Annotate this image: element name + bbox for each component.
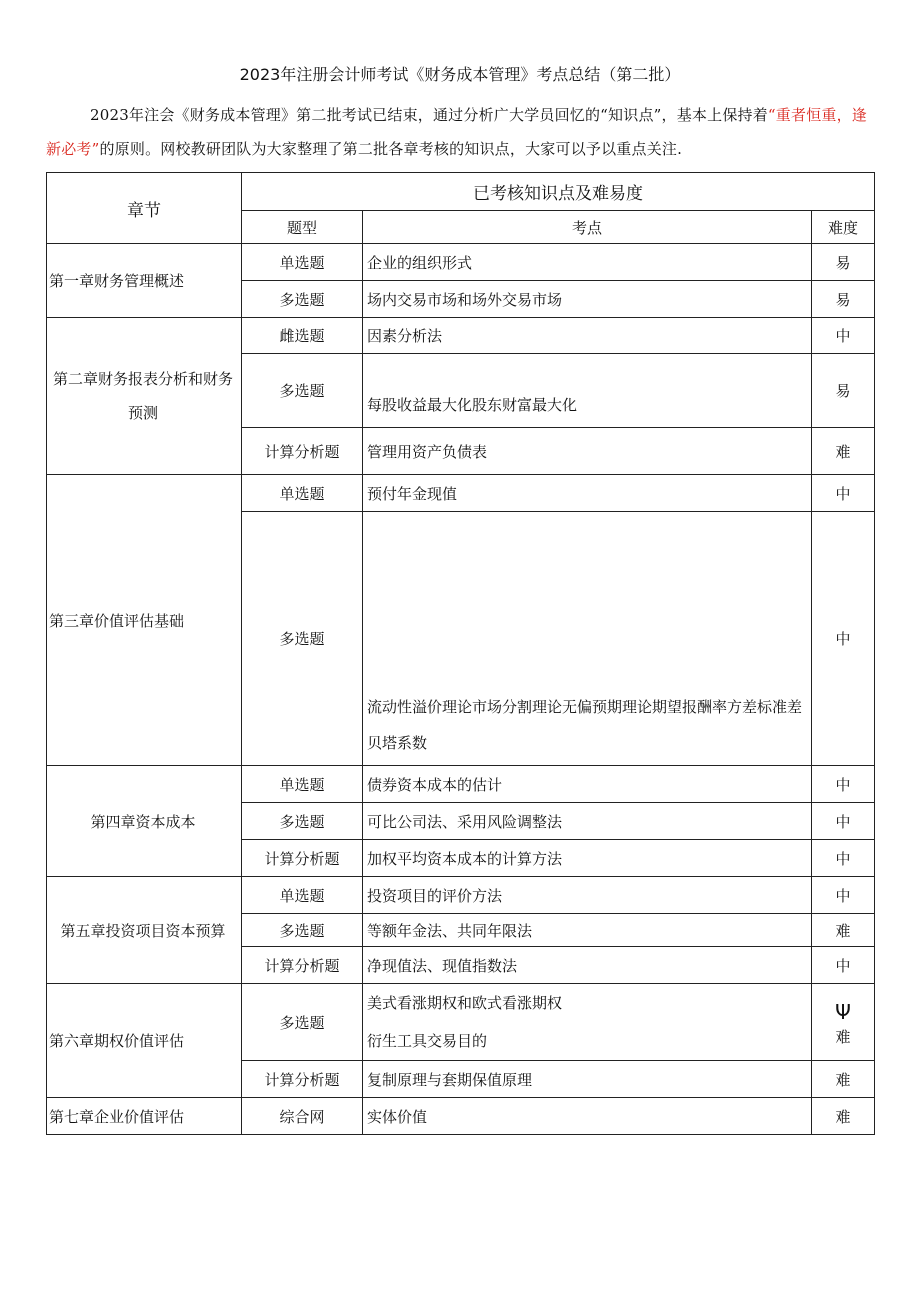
exam-point: 场内交易市场和场外交易市场 bbox=[363, 281, 812, 318]
difficulty: 难 bbox=[812, 1098, 875, 1135]
question-type: 计算分析题 bbox=[242, 1061, 363, 1098]
difficulty: 难 bbox=[812, 428, 875, 475]
exam-point-line: 衍生工具交易目的 bbox=[367, 1032, 488, 1050]
question-type: 单选题 bbox=[242, 244, 363, 281]
table-row bbox=[47, 244, 875, 281]
exam-point: 企业的组织形式 bbox=[363, 244, 812, 281]
chapter-name: 第三章价值评估基础 bbox=[47, 475, 242, 766]
question-type: 计算分析题 bbox=[242, 428, 363, 475]
exam-point: 加权平均资本成本的计算方法 bbox=[363, 840, 812, 877]
header-type: 题型 bbox=[242, 211, 363, 244]
question-type: 计算分析题 bbox=[242, 840, 363, 877]
question-type: 单选题 bbox=[242, 877, 363, 914]
chapter-name: 第六章期权价值评估 bbox=[47, 984, 242, 1098]
chapter-name: 第二章财务报表分析和财务预测 bbox=[47, 318, 242, 475]
exam-point: 复制原理与套期保值原理 bbox=[363, 1061, 812, 1098]
question-type: 多选题 bbox=[242, 281, 363, 318]
difficulty: 中 bbox=[812, 947, 875, 984]
question-type: 单选题 bbox=[242, 766, 363, 803]
difficulty: 中 bbox=[812, 766, 875, 803]
difficulty: 中 bbox=[812, 840, 875, 877]
intro-paragraph bbox=[46, 98, 876, 166]
intro-highlight: “重者恒重，逢新必考” bbox=[46, 106, 867, 158]
chapter-name: 第四章资本成本 bbox=[47, 766, 242, 877]
table-row bbox=[47, 984, 875, 1061]
difficulty: 中 bbox=[812, 803, 875, 840]
question-type: 多选题 bbox=[242, 984, 363, 1061]
difficulty: 中 bbox=[812, 318, 875, 354]
header-row-1 bbox=[47, 173, 875, 211]
difficulty: 难 bbox=[812, 914, 875, 947]
chapter-name: 第七章企业价值评估 bbox=[47, 1098, 242, 1135]
exam-point bbox=[363, 984, 812, 1061]
intro-text-after: 的原则。网校教研团队为大家整理了第二批各章考核的知识点，大家可以予以重点关注. bbox=[99, 140, 683, 158]
difficulty: 中 bbox=[812, 877, 875, 914]
table-row bbox=[47, 877, 875, 914]
exam-point: 实体价值 bbox=[363, 1098, 812, 1135]
difficulty-cell bbox=[812, 984, 875, 1061]
chapter-name: 第五章投资项目资本预算 bbox=[47, 877, 242, 984]
exam-point: 等额年金法、共同年限法 bbox=[363, 914, 812, 947]
question-type: 单选题 bbox=[242, 475, 363, 512]
exam-point: 因素分析法 bbox=[363, 318, 812, 354]
page-title: 2023年注册会计师考试《财务成本管理》考点总结（第二批） bbox=[239, 65, 681, 84]
question-type: 多选题 bbox=[242, 354, 363, 428]
exam-points-table bbox=[46, 172, 875, 1135]
question-type: 综合网 bbox=[242, 1098, 363, 1135]
exam-point: 投资项目的评价方法 bbox=[363, 877, 812, 914]
header-difficulty: 难度 bbox=[812, 211, 875, 244]
intro-text-before: 2023年注会《财务成本管理》第二批考试已结束，通过分析广大学员回忆的“知识点”，基本上保持着 bbox=[90, 106, 768, 124]
table-row bbox=[47, 766, 875, 803]
exam-point: 每股收益最大化股东财富最大化 bbox=[363, 354, 812, 428]
difficulty: 难 bbox=[812, 1061, 875, 1098]
exam-point: 可比公司法、采用风险调整法 bbox=[363, 803, 812, 840]
question-type: 多选题 bbox=[242, 512, 363, 766]
question-type: 雌选题 bbox=[242, 318, 363, 354]
question-type: 多选题 bbox=[242, 803, 363, 840]
exam-point: 净现值法、现值指数法 bbox=[363, 947, 812, 984]
question-type: 计算分析题 bbox=[242, 947, 363, 984]
header-chapter: 章节 bbox=[47, 173, 242, 244]
exam-point: 管理用资产负债表 bbox=[363, 428, 812, 475]
table-row bbox=[47, 475, 875, 512]
header-main: 已考核知识点及难易度 bbox=[242, 173, 875, 211]
exam-point: 预付年金现值 bbox=[363, 475, 812, 512]
exam-point: 流动性溢价理论市场分割理论无偏预期理论期望报酬率方差标准差贝塔系数 bbox=[363, 512, 812, 766]
header-point: 考点 bbox=[363, 211, 812, 244]
table-row bbox=[47, 318, 875, 354]
difficulty: 难 bbox=[835, 1027, 851, 1046]
difficulty: 易 bbox=[812, 244, 875, 281]
table-row bbox=[47, 1098, 875, 1135]
difficulty: 易 bbox=[812, 281, 875, 318]
question-type: 多选题 bbox=[242, 914, 363, 947]
chapter-name: 第一章财务管理概述 bbox=[47, 244, 242, 318]
exam-point: 债券资本成本的估计 bbox=[363, 766, 812, 803]
exam-point-line: 美式看涨期权和欧式看涨期权 bbox=[367, 994, 563, 1012]
difficulty: 中 bbox=[812, 475, 875, 512]
difficulty: 中 bbox=[812, 512, 875, 766]
difficulty: 易 bbox=[812, 354, 875, 428]
psi-mark: Ψ bbox=[835, 999, 851, 1024]
